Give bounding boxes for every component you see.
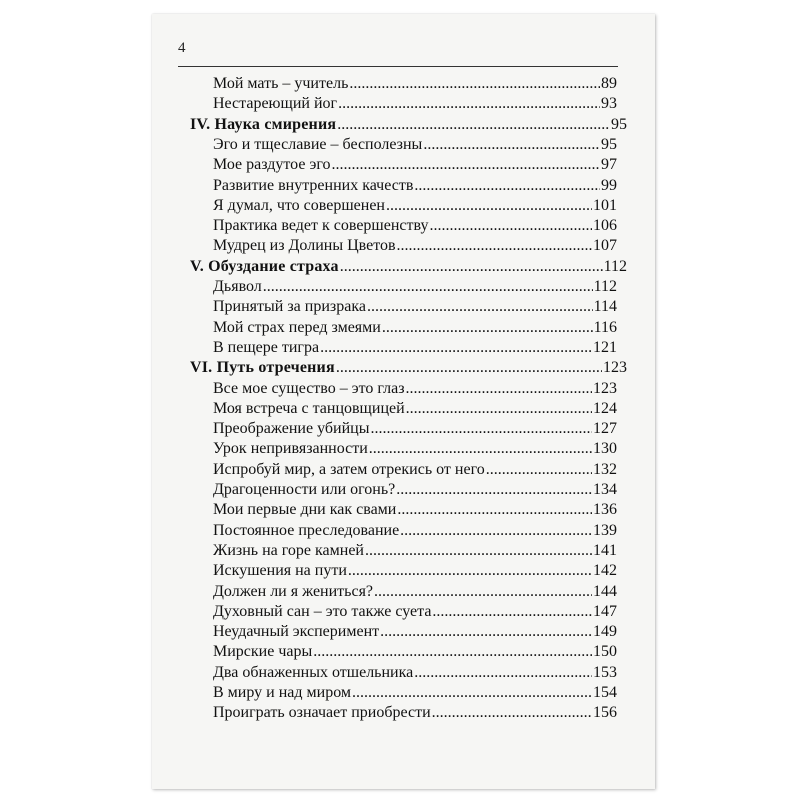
dot-leader: [386, 196, 592, 216]
toc-entry-title: Эго и тщеславие – бесполезны: [213, 135, 423, 153]
toc-entry: [213, 297, 617, 317]
toc-entry-page: 141: [593, 541, 617, 559]
toc-entry: [213, 135, 617, 155]
dot-leader: [406, 399, 592, 419]
toc-entry-page: 134: [593, 481, 617, 498]
toc-entry-title: V. Обуздание страха: [190, 257, 339, 275]
toc-entry-page: 139: [593, 521, 617, 539]
toc-entry: [213, 216, 617, 236]
toc-entry-page: 112: [603, 257, 627, 275]
toc-entry-page: 89: [601, 75, 617, 92]
toc-entry-title: Неудачный эксперимент: [213, 623, 380, 641]
toc-entry-page: 136: [593, 501, 617, 519]
toc-entry-page: 116: [593, 318, 617, 336]
toc-entry: [213, 541, 617, 561]
toc-entry-page: 112: [593, 278, 617, 295]
toc-entry: [213, 399, 617, 419]
toc-entry-page: 127: [593, 420, 617, 438]
dot-leader: [414, 176, 600, 196]
dot-leader: [423, 135, 600, 155]
toc-entry-title: Дьявол: [213, 278, 262, 295]
dot-leader: [336, 358, 602, 378]
dot-leader: [397, 500, 592, 520]
toc-entry-title: Духовный сан – это также суета: [213, 602, 432, 620]
toc-entry-title: Должен ли я жениться?: [213, 582, 374, 600]
toc-entry-page: 156: [593, 704, 617, 722]
toc-entry-title: VI. Путь отречения: [190, 359, 335, 377]
toc-entry: [213, 521, 617, 541]
toc-entry-title: IV. Наука смирения: [190, 115, 337, 133]
dot-leader: [396, 480, 592, 500]
toc-entry-title: Проиграть означает приобрести: [213, 704, 431, 722]
toc-entry: [213, 176, 617, 196]
toc-entry-page: 124: [593, 399, 617, 417]
dot-leader: [400, 521, 592, 541]
dot-leader: [432, 602, 592, 622]
dot-leader: [380, 622, 592, 642]
toc-entry-page: 123: [593, 379, 617, 397]
toc-entry-title: Испробуй мир, а затем отрекись от него: [213, 460, 485, 478]
dot-leader: [374, 582, 592, 602]
page-number: 4: [178, 40, 186, 56]
toc-entry-title: Нестареющий йог: [213, 95, 338, 113]
dot-leader: [352, 683, 592, 703]
dot-leader: [320, 338, 592, 358]
toc-entry-page: 106: [593, 217, 617, 235]
dot-leader: [348, 561, 592, 581]
toc-entry-title: Мое раздутое эго: [213, 156, 331, 174]
toc-entry: [213, 94, 617, 114]
toc-entry-page: 144: [593, 582, 617, 600]
toc-entry: [213, 155, 617, 175]
toc-entry: [213, 379, 617, 399]
dot-leader: [340, 257, 603, 277]
toc-entry-page: 95: [601, 135, 617, 153]
toc-entry-title: Мой страх перед змеями: [213, 318, 381, 336]
toc-entry-title: В миру и над миром: [213, 684, 352, 701]
toc-entry-title: Мирские чары: [213, 643, 313, 661]
toc-entry-page: 123: [603, 359, 627, 377]
toc-entry-page: 130: [593, 440, 617, 458]
toc-entry: [213, 703, 617, 723]
dot-leader: [414, 663, 592, 683]
toc-entry-page: 149: [593, 623, 617, 641]
dot-leader: [406, 379, 592, 399]
toc-entry: [213, 683, 617, 703]
toc-entry-title: В пещере тигра: [213, 338, 320, 356]
toc-entry-title: Я думал, что совершенен: [213, 196, 385, 214]
toc-entry: [213, 480, 617, 500]
dot-leader: [263, 277, 593, 297]
dot-leader: [367, 297, 593, 317]
toc-entry-title: Постоянное преследование: [213, 521, 400, 539]
toc-entry: [213, 500, 617, 520]
toc-entry: [213, 236, 617, 256]
dot-leader: [486, 460, 592, 480]
toc-entry-title: Принятый за призрака: [213, 298, 366, 316]
toc-entry: [213, 74, 617, 94]
toc-entry-page: 150: [593, 643, 617, 661]
toc-entry-page: 114: [593, 298, 617, 316]
toc-entry: [213, 277, 617, 297]
toc-entry-page: 95: [611, 115, 627, 133]
toc-entry-page: 132: [593, 460, 617, 478]
dot-leader: [430, 216, 592, 236]
dot-leader: [397, 236, 592, 256]
toc-entry-title: Все мое существо – это глаз: [213, 379, 405, 397]
toc-entry: [213, 663, 617, 683]
dot-leader: [382, 318, 593, 338]
toc-chapter: [190, 358, 627, 378]
toc-entry-page: 154: [593, 684, 617, 701]
toc-entry-title: Мой мать – учитель: [213, 75, 349, 92]
dot-leader: [337, 115, 610, 135]
toc-entry: [213, 318, 617, 338]
toc-entry-title: Преображение убийцы: [213, 420, 370, 438]
toc-entry: [213, 338, 617, 358]
toc-entry-title: Моя встреча с танцовщицей: [213, 399, 405, 417]
dot-leader: [349, 74, 600, 94]
toc-entry-title: Мудрец из Долины Цветов: [213, 237, 396, 255]
toc-entry-page: 121: [593, 338, 617, 356]
toc-entry-title: Драгоценности или огонь?: [213, 481, 396, 498]
toc-entry-page: 153: [593, 663, 617, 681]
toc-entry-page: 147: [593, 602, 617, 620]
dot-leader: [313, 642, 592, 662]
toc-entry-title: Практика ведет к совершенству: [213, 217, 429, 235]
toc-entry: [213, 439, 617, 459]
dot-leader: [370, 419, 592, 439]
toc-entry: [213, 582, 617, 602]
toc-entry-title: Два обнаженных отшельника: [213, 663, 414, 681]
toc-entry-page: 101: [593, 196, 617, 214]
toc-entry-title: Мои первые дни как свами: [213, 501, 397, 519]
toc-entry-title: Развитие внутренних качеств: [213, 176, 414, 194]
toc-entry-title: Жизнь на горе камней: [213, 541, 364, 559]
dot-leader: [332, 155, 600, 175]
toc-entry: [213, 419, 617, 439]
toc-entry-page: 107: [593, 237, 617, 255]
dot-leader: [338, 94, 600, 114]
toc-chapter: [190, 115, 627, 135]
toc-entry: [213, 602, 617, 622]
dot-leader: [369, 439, 592, 459]
dot-leader: [365, 541, 592, 561]
toc-entry: [213, 642, 617, 662]
toc-entry-page: 99: [601, 176, 617, 194]
toc-entry-title: Урок непривязанности: [213, 440, 368, 458]
toc-entry: [213, 622, 617, 642]
toc-entry-page: 93: [601, 95, 617, 113]
toc-chapter: [190, 257, 627, 277]
toc-entry: [213, 561, 617, 581]
toc-entry: [213, 196, 617, 216]
dot-leader: [432, 703, 592, 723]
toc-entry-page: 142: [593, 562, 617, 580]
toc-entry-page: 97: [601, 156, 617, 174]
toc-entry-title: Искушения на пути: [213, 562, 347, 580]
toc-entry: [213, 460, 617, 480]
